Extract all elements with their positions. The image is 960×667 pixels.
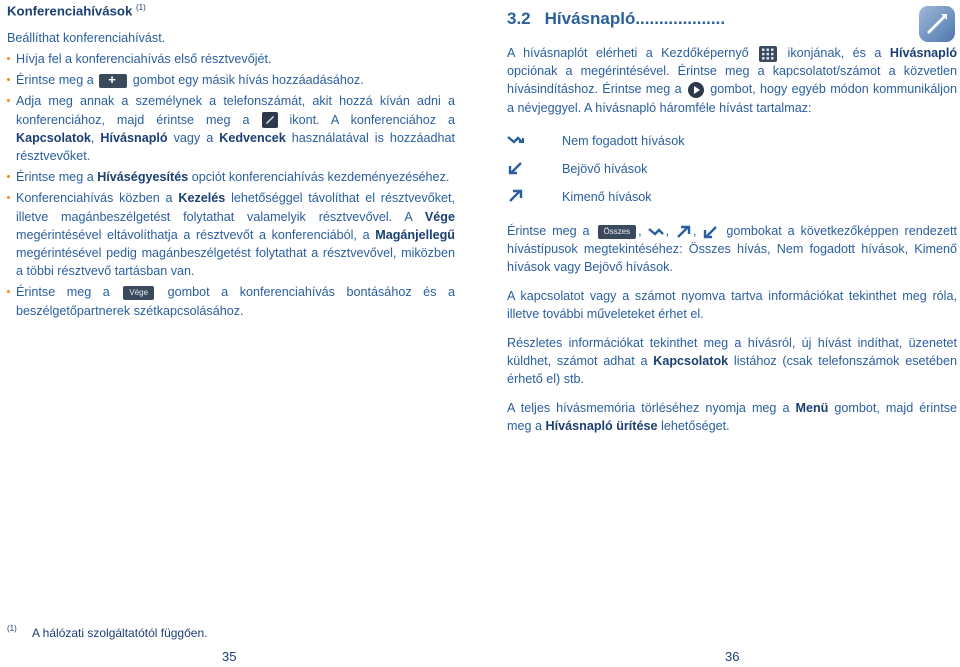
section-title-conference: Konferenciahívások $^{(1)}$ — [7, 3, 146, 19]
missed-call-icon — [507, 133, 525, 147]
outgoing-call-icon — [507, 189, 525, 203]
clear-log-paragraph: A teljes hívásmemória törléséhez nyomja meg a Menü gombot, majd érintse meg a Hívásnapló ürítése lehetőséget. — [507, 401, 958, 434]
outgoing-call-icon — [675, 225, 693, 239]
call-log-icon — [917, 4, 957, 44]
section-title-call-log: 3.2 Hívásnapló................... — [507, 9, 726, 28]
list-item: Nem fogadott hívások — [507, 132, 947, 160]
call-log-intro: A hívásnaplót elérheti a Kezdőképernyő ikonjának, és a Hívásnapló opciónak a megérintésével. Érintse meg a kapcsolatot/számot a közvetlen hívásindításhoz. Érintse meg a gombot, hogy egyéb módon kommunikáljon a névjeggyel. A hívásnapló háromféle hívást tartalmaz: — [507, 46, 958, 115]
arrow-right-circle-icon — [688, 82, 704, 98]
missed-call-icon — [648, 225, 666, 239]
long-press-paragraph: A kapcsolatot vagy a számot nyomva tartva információkat tekinthet meg róla, illetve további műveleteket érhet el. — [507, 289, 957, 322]
list-item: Hívja fel a konferenciahívás első résztvevőjét. — [7, 50, 455, 68]
phone-icon — [262, 112, 278, 128]
all-calls-button-icon: Összes — [598, 225, 637, 239]
page-number-left: 35 — [222, 649, 237, 664]
list-item: Érintse meg a Vége gombot a konferenciahívás bontásához és a beszélgetőpartnerek szétkapcsolásához. — [7, 283, 455, 319]
incoming-call-icon — [702, 225, 720, 239]
conference-steps-list — [7, 50, 455, 323]
list-item: Kimenő hívások — [507, 188, 947, 216]
list-item: Bejövő hívások — [507, 160, 947, 188]
incoming-call-icon — [507, 161, 525, 175]
call-types-list — [507, 132, 947, 216]
details-paragraph: Részletes információkat tekinthet meg a hívásról, új hívást indíthat, üzenetet küldhet, számot adhat a Kapcsolatok listához (csak telefonszámok esetében érhető el) stb. — [507, 336, 958, 387]
list-item: Érintse meg a Híváségyesítés opciót konferenciahívás kezdeményezéséhez. — [7, 168, 455, 186]
page-number-right: 36 — [725, 649, 740, 664]
add-call-button-icon — [99, 74, 127, 88]
apps-grid-icon — [759, 46, 777, 62]
list-item: Konferenciahívás közben a Kezelés lehetőséggel távolíthat el résztvevőket, illetve magánbeszélgetést folytathat valamelyik résztvevővel. A Vége megérintésével eltávolíthatja a résztvevőt a konferenciából, a Magánjellegű megérintésével pedig magánbeszélgetést folytathat a résztvevővel, miközben a többi résztvevő tartásban van. — [7, 189, 455, 280]
end-button-icon: Vége — [123, 286, 154, 300]
intro-text: Beállíthat konferenciahívást. — [7, 31, 166, 45]
filter-paragraph: Érintse meg a Összes , , , gombokat a következőképpen rendezett hívástípusok megtekintéséhez: Összes hívás, Nem fogadott hívások, Kimenő hívások vagy Bejövő hívások. — [507, 224, 958, 275]
list-item: Adja meg annak a személynek a telefonszámát, akit hozzá kíván adni a konferenciához, majd érintse meg a ikont. A konferenciához a Kapcsolatok, Hívásnapló vagy a Kedvencek használatával is hozzáadhat résztvevőket. — [7, 92, 455, 165]
list-item: Érintse meg a + gombot egy másik hívás hozzáadásához. — [7, 71, 455, 89]
